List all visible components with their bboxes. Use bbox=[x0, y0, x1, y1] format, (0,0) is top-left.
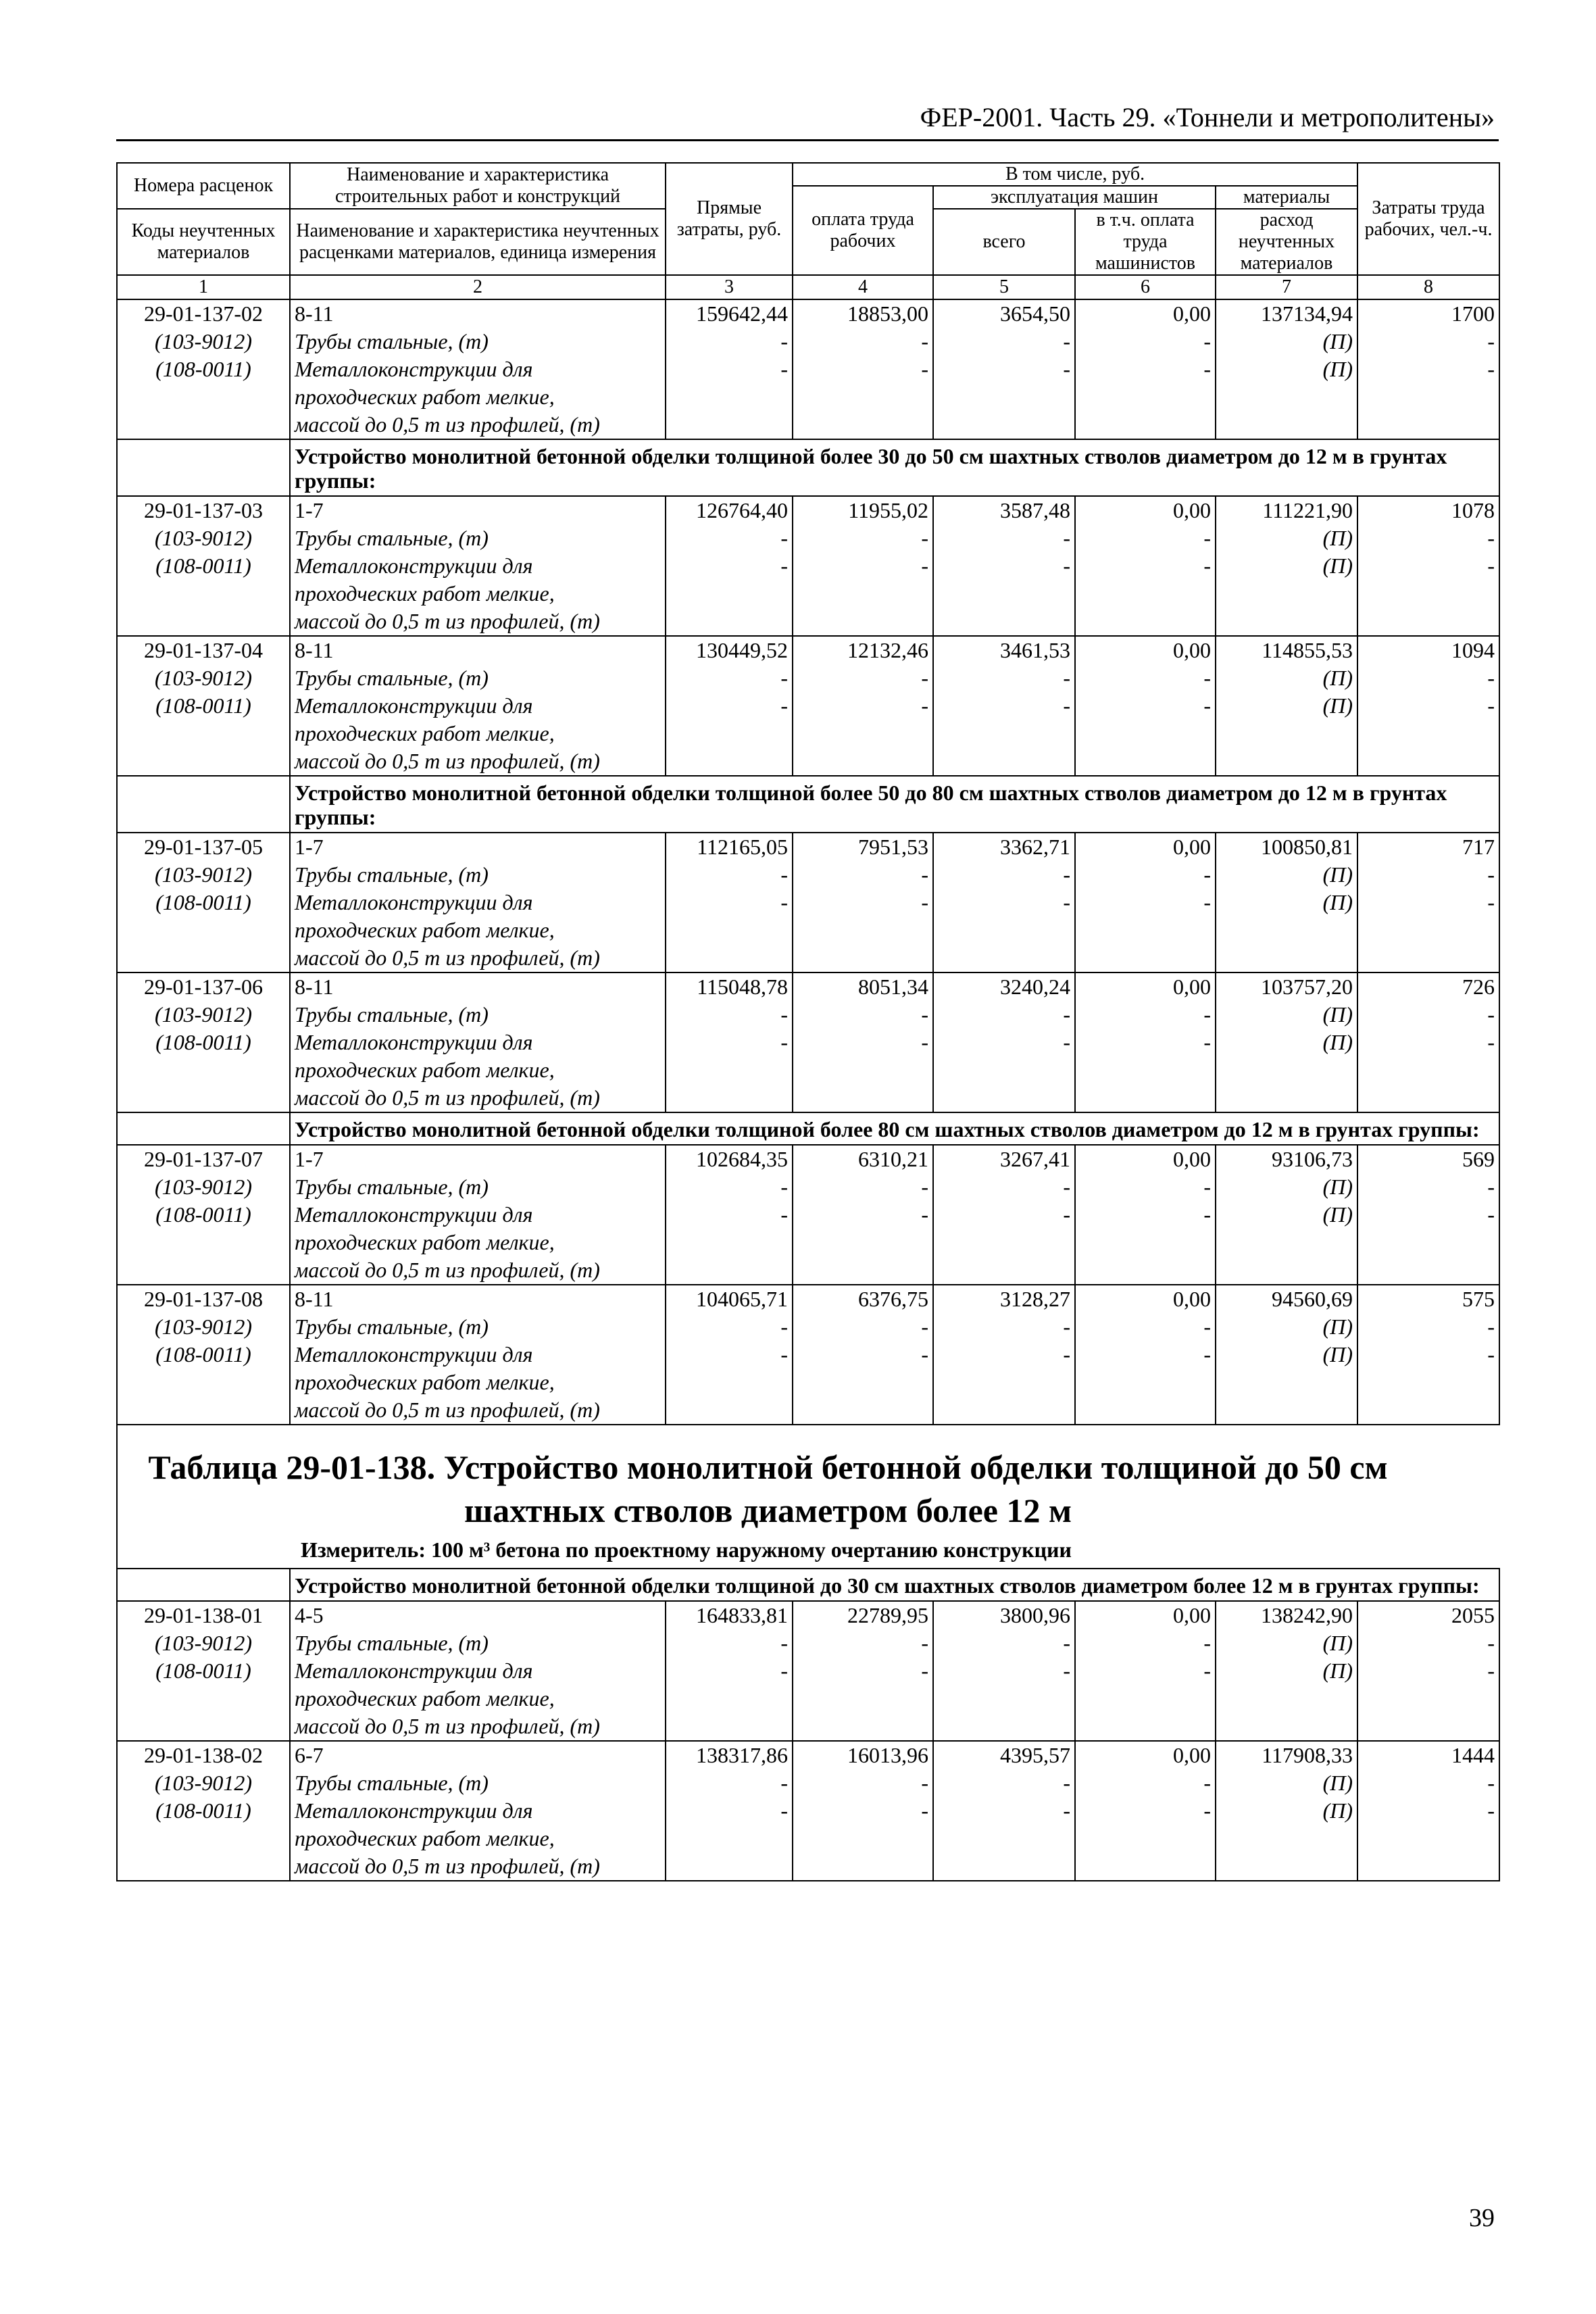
materials-cost: 137134,94 bbox=[1261, 301, 1353, 326]
material-name: проходческих работ мелкие, bbox=[295, 1370, 555, 1394]
material-name: массой до 0,5 т из профилей, (т) bbox=[295, 1085, 600, 1110]
section-heading: Устройство монолитной бетонной обделки толщиной более 50 до 80 см шахтных стволов диаметром до 12 м в грунтах группы: bbox=[290, 776, 1499, 833]
table-row bbox=[117, 1741, 1499, 1881]
labor-pay-cell: 6310,21 - - bbox=[793, 1145, 933, 1285]
materials-cell: 137134,94 (П) (П) bbox=[1216, 299, 1357, 439]
col-including-header: В том числе, руб. bbox=[793, 163, 1357, 186]
table-row bbox=[117, 833, 1499, 973]
material-code: (103-9012) bbox=[155, 666, 252, 690]
materials-cell: 100850,81 (П) (П) bbox=[1216, 833, 1357, 973]
materials-cost: 117908,33 bbox=[1262, 1743, 1353, 1767]
labor-hours: 2055 bbox=[1451, 1603, 1495, 1627]
materials-cell: 93106,73 (П) (П) bbox=[1216, 1145, 1357, 1285]
operator-pay-cell: 0,00 - - bbox=[1075, 496, 1216, 636]
description-cell bbox=[290, 973, 666, 1112]
section-heading-row bbox=[117, 1569, 1499, 1601]
labor-hours-cell: 726 - - bbox=[1357, 973, 1499, 1112]
material-name: Металлоконструкции для bbox=[295, 357, 533, 381]
labor-hours-cell: 1094 - - bbox=[1357, 636, 1499, 776]
labor-hours-cell: 1078 - - bbox=[1357, 496, 1499, 636]
material-name: массой до 0,5 т из профилей, (т) bbox=[295, 945, 600, 970]
operator-pay: 0,00 bbox=[1173, 975, 1211, 999]
direct-costs-cell: 159642,44 - - bbox=[666, 299, 793, 439]
direct-costs-cell: 126764,40 - - bbox=[666, 496, 793, 636]
materials-cost: 138242,90 bbox=[1261, 1603, 1353, 1627]
material-code: (103-9012) bbox=[155, 1771, 252, 1795]
col-number: 8 bbox=[1357, 275, 1499, 299]
soil-group: 1-7 bbox=[295, 498, 324, 522]
labor-pay-cell: 16013,96 - - bbox=[793, 1741, 933, 1881]
page-header: ФЕР-2001. Часть 29. «Тоннели и метрополитены» bbox=[920, 102, 1495, 132]
labor-pay-cell: 11955,02 - - bbox=[793, 496, 933, 636]
section-heading-row bbox=[117, 439, 1499, 496]
table-row bbox=[117, 1285, 1499, 1425]
section-heading: Устройство монолитной бетонной обделки толщиной более 30 до 50 см шахтных стволов диаметром до 12 м в грунтах группы: bbox=[290, 439, 1499, 496]
material-name: Трубы стальные, (т) bbox=[295, 1631, 489, 1655]
material-code: (108-0011) bbox=[155, 1202, 251, 1227]
material-name: Трубы стальные, (т) bbox=[295, 666, 489, 690]
rate-code-cell bbox=[117, 636, 290, 776]
machines-total-cell: 3654,50 - - bbox=[933, 299, 1075, 439]
material-name: массой до 0,5 т из профилей, (т) bbox=[295, 609, 600, 633]
col-material-name-header: Наименование и характеристика неучтенных расценками материалов, единица измерения bbox=[290, 209, 666, 275]
material-name: Трубы стальные, (т) bbox=[295, 1002, 489, 1027]
rate-code: 29-01-138-01 bbox=[144, 1603, 263, 1627]
material-name: Трубы стальные, (т) bbox=[295, 862, 489, 887]
rates-table bbox=[116, 162, 1500, 1881]
materials-cell: 117908,33 (П) (П) bbox=[1216, 1741, 1357, 1881]
machines-total: 3800,96 bbox=[1000, 1603, 1070, 1627]
operator-pay-cell: 0,00 - - bbox=[1075, 636, 1216, 776]
labor-hours: 717 bbox=[1462, 835, 1495, 859]
rate-code-cell bbox=[117, 496, 290, 636]
labor-hours: 1094 bbox=[1451, 638, 1495, 662]
materials-cell: 94560,69 (П) (П) bbox=[1216, 1285, 1357, 1425]
rate-code: 29-01-137-05 bbox=[144, 835, 263, 859]
material-code: (103-9012) bbox=[155, 862, 252, 887]
table-row bbox=[117, 1145, 1499, 1285]
materials-cost: 114855,53 bbox=[1262, 638, 1353, 662]
material-name: Трубы стальные, (т) bbox=[295, 1175, 489, 1199]
labor-hours-cell: 2055 - - bbox=[1357, 1601, 1499, 1741]
description-cell bbox=[290, 1741, 666, 1881]
material-code: (108-0011) bbox=[155, 1030, 251, 1054]
labor-pay-cell: 6376,75 - - bbox=[793, 1285, 933, 1425]
rate-code: 29-01-138-02 bbox=[144, 1743, 263, 1767]
labor-hours-cell: 575 - - bbox=[1357, 1285, 1499, 1425]
material-name: массой до 0,5 т из профилей, (т) bbox=[295, 1398, 600, 1422]
material-name: Трубы стальные, (т) bbox=[295, 1771, 489, 1795]
labor-hours: 726 bbox=[1462, 975, 1495, 999]
machines-total: 3267,41 bbox=[1000, 1147, 1070, 1171]
rate-code-cell bbox=[117, 1601, 290, 1741]
operator-pay-cell: 0,00 - - bbox=[1075, 1741, 1216, 1881]
col-labor-pay-header: оплата труда рабочих bbox=[793, 186, 933, 275]
section-heading: Устройство монолитной бетонной обделки толщиной до 30 см шахтных стволов диаметром более 12 м в грунтах группы: bbox=[290, 1569, 1499, 1601]
labor-hours: 1444 bbox=[1451, 1743, 1495, 1767]
col-number: 5 bbox=[933, 275, 1075, 299]
rate-code: 29-01-137-07 bbox=[144, 1147, 263, 1171]
col-rate-number-header: Номера расценок bbox=[117, 163, 290, 209]
labor-hours: 1078 bbox=[1451, 498, 1495, 522]
labor-pay: 16013,96 bbox=[847, 1743, 928, 1767]
materials-cell: 138242,90 (П) (П) bbox=[1216, 1601, 1357, 1741]
soil-group: 8-11 bbox=[295, 638, 334, 662]
operator-pay: 0,00 bbox=[1173, 1743, 1211, 1767]
material-code: (103-9012) bbox=[155, 1175, 252, 1199]
machines-total: 4395,57 bbox=[1000, 1743, 1070, 1767]
direct-costs-cell: 115048,78 - - bbox=[666, 973, 793, 1112]
material-name: Металлоконструкции для bbox=[295, 1658, 533, 1683]
material-name: проходческих работ мелкие, bbox=[295, 918, 555, 942]
col-number: 3 bbox=[666, 275, 793, 299]
rate-code-cell bbox=[117, 1145, 290, 1285]
col-operator-pay-header: в т.ч. оплата труда машинистов bbox=[1075, 209, 1216, 275]
col-materials-header: расход неучтенных материалов bbox=[1216, 209, 1357, 275]
machines-total-cell: 4395,57 - - bbox=[933, 1741, 1075, 1881]
material-name: Металлоконструкции для bbox=[295, 890, 533, 914]
col-machines-header: эксплуатация машин bbox=[933, 186, 1216, 209]
col-number: 6 bbox=[1075, 275, 1216, 299]
direct-costs-cell: 112165,05 - - bbox=[666, 833, 793, 973]
soil-group: 1-7 bbox=[295, 1147, 324, 1171]
material-name: Металлоконструкции для bbox=[295, 1342, 533, 1367]
material-code: (103-9012) bbox=[155, 1002, 252, 1027]
material-name: Металлоконструкции для bbox=[295, 1030, 533, 1054]
materials-cost: 93106,73 bbox=[1272, 1147, 1353, 1171]
labor-pay: 6310,21 bbox=[858, 1147, 928, 1171]
rate-code: 29-01-137-04 bbox=[144, 638, 263, 662]
description-cell bbox=[290, 1601, 666, 1741]
machines-total-cell: 3128,27 - - bbox=[933, 1285, 1075, 1425]
col-machines-total-header: всего bbox=[933, 209, 1075, 275]
labor-pay: 11955,02 bbox=[848, 498, 928, 522]
materials-cost: 111221,90 bbox=[1262, 498, 1353, 522]
materials-cell: 111221,90 (П) (П) bbox=[1216, 496, 1357, 636]
material-name: проходческих работ мелкие, bbox=[295, 721, 555, 745]
description-cell bbox=[290, 636, 666, 776]
materials-cell: 103757,20 (П) (П) bbox=[1216, 973, 1357, 1112]
col-number: 1 bbox=[117, 275, 290, 299]
direct-costs: 130449,52 bbox=[696, 638, 788, 662]
operator-pay-cell: 0,00 - - bbox=[1075, 1601, 1216, 1741]
section-heading-row bbox=[117, 1112, 1499, 1145]
rate-code: 29-01-137-03 bbox=[144, 498, 263, 522]
material-code: (108-0011) bbox=[155, 553, 251, 578]
page-number: 39 bbox=[1469, 2204, 1495, 2232]
material-code: (108-0011) bbox=[155, 357, 251, 381]
soil-group: 6-7 bbox=[295, 1743, 324, 1767]
material-name: массой до 0,5 т из профилей, (т) bbox=[295, 1854, 600, 1878]
direct-costs-cell: 104065,71 - - bbox=[666, 1285, 793, 1425]
operator-pay: 0,00 bbox=[1173, 835, 1211, 859]
rate-code-cell bbox=[117, 833, 290, 973]
operator-pay-cell: 0,00 - - bbox=[1075, 1285, 1216, 1425]
machines-total-cell: 3240,24 - - bbox=[933, 973, 1075, 1112]
material-code: (103-9012) bbox=[155, 1631, 252, 1655]
table-row bbox=[117, 973, 1499, 1112]
material-name: Трубы стальные, (т) bbox=[295, 1314, 489, 1339]
material-code: (103-9012) bbox=[155, 1314, 252, 1339]
soil-group: 8-11 bbox=[295, 301, 334, 326]
material-name: проходческих работ мелкие, bbox=[295, 1686, 555, 1710]
material-name: проходческих работ мелкие, bbox=[295, 581, 555, 606]
col-number: 4 bbox=[793, 275, 933, 299]
rate-code: 29-01-137-06 bbox=[144, 975, 263, 999]
direct-costs: 164833,81 bbox=[696, 1603, 788, 1627]
machines-total-cell: 3461,53 - - bbox=[933, 636, 1075, 776]
soil-group: 1-7 bbox=[295, 835, 324, 859]
column-numbers-row bbox=[117, 275, 1499, 299]
direct-costs: 126764,40 bbox=[696, 498, 788, 522]
machines-total: 3362,71 bbox=[1000, 835, 1070, 859]
labor-pay: 8051,34 bbox=[858, 975, 928, 999]
machines-total-cell: 3800,96 - - bbox=[933, 1601, 1075, 1741]
rate-code-cell bbox=[117, 1285, 290, 1425]
materials-cost: 103757,20 bbox=[1261, 975, 1353, 999]
section-heading: Устройство монолитной бетонной обделки толщиной более 80 см шахтных стволов диаметром до 12 м в грунтах группы: bbox=[290, 1112, 1499, 1145]
table-title-row bbox=[117, 1425, 1499, 1569]
col-labor-hours-header: Затраты труда рабочих, чел.-ч. bbox=[1357, 163, 1499, 275]
table-title: Таблица 29-01-138. Устройство монолитной бетонной обделки толщиной до 50 см шахтных стволов диаметром более 12 м bbox=[148, 1448, 1388, 1529]
material-code: (108-0011) bbox=[155, 1342, 251, 1367]
operator-pay: 0,00 bbox=[1173, 498, 1211, 522]
operator-pay: 0,00 bbox=[1173, 1287, 1211, 1311]
operator-pay-cell: 0,00 - - bbox=[1075, 833, 1216, 973]
operator-pay-cell: 0,00 - - bbox=[1075, 973, 1216, 1112]
direct-costs: 115048,78 bbox=[697, 975, 788, 999]
material-name: проходческих работ мелкие, bbox=[295, 1826, 555, 1850]
col-number: 2 bbox=[290, 275, 666, 299]
description-cell bbox=[290, 299, 666, 439]
rate-code-cell bbox=[117, 1741, 290, 1881]
machines-total: 3587,48 bbox=[1000, 498, 1070, 522]
col-work-name-header: Наименование и характеристика строительных работ и конструкций bbox=[290, 163, 666, 209]
material-code: (108-0011) bbox=[155, 890, 251, 914]
operator-pay: 0,00 bbox=[1173, 1147, 1211, 1171]
rate-code: 29-01-137-02 bbox=[144, 301, 263, 326]
material-code: (108-0011) bbox=[155, 693, 251, 718]
direct-costs-cell: 102684,35 - - bbox=[666, 1145, 793, 1285]
labor-pay-cell: 8051,34 - - bbox=[793, 973, 933, 1112]
material-name: массой до 0,5 т из профилей, (т) bbox=[295, 749, 600, 773]
col-materials-group-header: материалы bbox=[1216, 186, 1357, 209]
labor-pay: 6376,75 bbox=[858, 1287, 928, 1311]
direct-costs-cell: 138317,86 - - bbox=[666, 1741, 793, 1881]
material-name: массой до 0,5 т из профилей, (т) bbox=[295, 412, 600, 437]
direct-costs: 102684,35 bbox=[696, 1147, 788, 1171]
operator-pay: 0,00 bbox=[1173, 638, 1211, 662]
col-direct-costs-header: Прямые затраты, руб. bbox=[666, 163, 793, 275]
soil-group: 4-5 bbox=[295, 1603, 324, 1627]
labor-pay-cell: 7951,53 - - bbox=[793, 833, 933, 973]
operator-pay: 0,00 bbox=[1173, 301, 1211, 326]
material-name: Металлоконструкции для bbox=[295, 553, 533, 578]
header-rule bbox=[116, 139, 1499, 141]
material-code: (108-0011) bbox=[155, 1798, 251, 1823]
direct-costs: 112165,05 bbox=[697, 835, 788, 859]
section-heading-row bbox=[117, 776, 1499, 833]
labor-pay-cell: 12132,46 - - bbox=[793, 636, 933, 776]
materials-cost: 94560,69 bbox=[1272, 1287, 1353, 1311]
material-name: Трубы стальные, (т) bbox=[295, 526, 489, 550]
soil-group: 8-11 bbox=[295, 975, 334, 999]
material-name: проходческих работ мелкие, bbox=[295, 1230, 555, 1254]
table-row bbox=[117, 496, 1499, 636]
labor-pay: 18853,00 bbox=[847, 301, 928, 326]
labor-hours: 569 bbox=[1462, 1147, 1495, 1171]
col-number: 7 bbox=[1216, 275, 1357, 299]
labor-hours-cell: 1700 - - bbox=[1357, 299, 1499, 439]
machines-total-cell: 3267,41 - - bbox=[933, 1145, 1075, 1285]
labor-hours-cell: 569 - - bbox=[1357, 1145, 1499, 1285]
material-name: Металлоконструкции для bbox=[295, 1202, 533, 1227]
direct-costs-cell: 130449,52 - - bbox=[666, 636, 793, 776]
material-code: (103-9012) bbox=[155, 329, 252, 353]
labor-pay: 22789,95 bbox=[847, 1603, 928, 1627]
material-name: проходческих работ мелкие, bbox=[295, 385, 555, 409]
materials-cell: 114855,53 (П) (П) bbox=[1216, 636, 1357, 776]
material-code: (108-0011) bbox=[155, 1658, 251, 1683]
col-material-codes-header: Коды неучтенных материалов bbox=[117, 209, 290, 275]
material-name: Металлоконструкции для bbox=[295, 1798, 533, 1823]
description-cell bbox=[290, 496, 666, 636]
labor-hours: 1700 bbox=[1451, 301, 1495, 326]
material-name: массой до 0,5 т из профилей, (т) bbox=[295, 1258, 600, 1282]
rate-code-cell bbox=[117, 299, 290, 439]
material-name: массой до 0,5 т из профилей, (т) bbox=[295, 1714, 600, 1738]
machines-total: 3240,24 bbox=[1000, 975, 1070, 999]
material-name: проходческих работ мелкие, bbox=[295, 1058, 555, 1082]
labor-hours-cell: 717 - - bbox=[1357, 833, 1499, 973]
document-sheet bbox=[116, 162, 1499, 1881]
description-cell bbox=[290, 833, 666, 973]
labor-pay: 12132,46 bbox=[847, 638, 928, 662]
machines-total: 3654,50 bbox=[1000, 301, 1070, 326]
material-code: (103-9012) bbox=[155, 526, 252, 550]
labor-pay-cell: 18853,00 - - bbox=[793, 299, 933, 439]
labor-hours-cell: 1444 - - bbox=[1357, 1741, 1499, 1881]
direct-costs-cell: 164833,81 - - bbox=[666, 1601, 793, 1741]
materials-cost: 100850,81 bbox=[1261, 835, 1353, 859]
operator-pay-cell: 0,00 - - bbox=[1075, 299, 1216, 439]
operator-pay-cell: 0,00 - - bbox=[1075, 1145, 1216, 1285]
operator-pay: 0,00 bbox=[1173, 1603, 1211, 1627]
machines-total: 3461,53 bbox=[1000, 638, 1070, 662]
rate-code: 29-01-137-08 bbox=[144, 1287, 263, 1311]
table-row bbox=[117, 636, 1499, 776]
labor-pay: 7951,53 bbox=[858, 835, 928, 859]
labor-pay-cell: 22789,95 - - bbox=[793, 1601, 933, 1741]
measure-unit: Измеритель: 100 м³ бетона по проектному наружному очертанию конструкции bbox=[301, 1537, 1072, 1562]
table-row bbox=[117, 1601, 1499, 1741]
machines-total-cell: 3587,48 - - bbox=[933, 496, 1075, 636]
labor-hours: 575 bbox=[1462, 1287, 1495, 1311]
direct-costs: 104065,71 bbox=[696, 1287, 788, 1311]
soil-group: 8-11 bbox=[295, 1287, 334, 1311]
machines-total-cell: 3362,71 - - bbox=[933, 833, 1075, 973]
direct-costs: 138317,86 bbox=[696, 1743, 788, 1767]
rate-code-cell bbox=[117, 973, 290, 1112]
description-cell bbox=[290, 1145, 666, 1285]
material-name: Трубы стальные, (т) bbox=[295, 329, 489, 353]
direct-costs: 159642,44 bbox=[696, 301, 788, 326]
material-name: Металлоконструкции для bbox=[295, 693, 533, 718]
description-cell bbox=[290, 1285, 666, 1425]
table-row bbox=[117, 299, 1499, 439]
machines-total: 3128,27 bbox=[1000, 1287, 1070, 1311]
